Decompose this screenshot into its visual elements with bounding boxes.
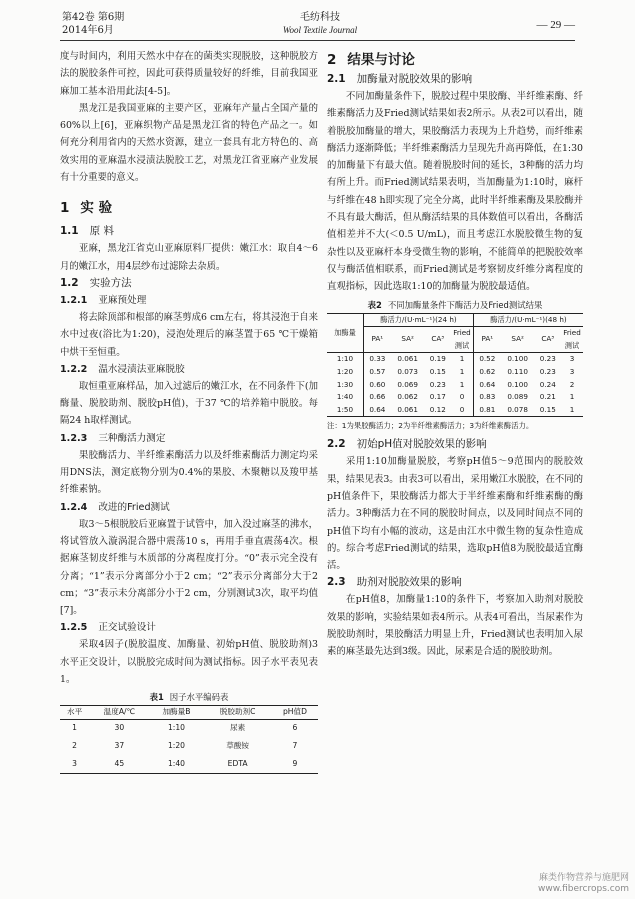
table-cell: 0.64 xyxy=(479,379,496,389)
table-row xyxy=(327,353,583,366)
section-title: 原 料 xyxy=(89,225,114,238)
table-cell: 0.33 xyxy=(369,354,386,364)
table-header-cell: CA³ xyxy=(425,327,451,353)
table-header-cell: 加酶量 xyxy=(327,313,364,353)
table-cell: 0.66 xyxy=(369,392,386,402)
table-cell: 2 xyxy=(72,741,77,751)
auxiliary-paragraph: 在pH值8，加酶量1:10的条件下，考察加入助剂对脱胶效果的影响，实验结果如表4所示。从表4可看出，当尿素作为脱胶助剂时，果胶酶活力明显上升，Fried测试也表明加入尿素的麻茎最先达到3级。因此，尿素是合适的脱胶助剂。 xyxy=(327,594,583,658)
table-cell: 7 xyxy=(292,741,298,751)
journal-name xyxy=(250,11,390,37)
table-cell: 0.62 xyxy=(479,366,496,376)
section-title: 改进的Fried测试 xyxy=(98,501,170,513)
section-title: 加酶量对脱胶效果的影响 xyxy=(356,73,473,85)
table-cell: 0.15 xyxy=(429,366,446,376)
table-cell: 1 xyxy=(451,366,474,379)
table-cell: 0 xyxy=(451,391,474,404)
table-cell: 0.061 xyxy=(391,404,425,417)
pretreatment-paragraph: 将去除顶部和根部的麻茎剪成6 cm左右，将其浸泡于自来水中过夜(浴比为1:20)，浸泡处理后的麻茎置于65 ℃干燥箱中烘干至恒重。 xyxy=(60,311,318,358)
section-title: 正交试验设计 xyxy=(98,622,156,634)
table-cell: 30 xyxy=(114,723,125,733)
table-label: 表2 xyxy=(367,299,382,310)
section-number: 1 xyxy=(60,200,70,217)
table-cell: 1 xyxy=(569,392,575,402)
table-cell: 45 xyxy=(114,758,125,768)
table-cell: 1:20 xyxy=(327,366,364,379)
table-row xyxy=(327,379,583,392)
table-cell: 3 xyxy=(569,354,575,364)
table-cell: 1:10 xyxy=(167,723,185,733)
section-title: 结果与讨论 xyxy=(347,52,415,68)
section-1-2-5-heading xyxy=(60,619,318,636)
table-cell: 1:20 xyxy=(167,741,185,751)
table-header-cell: pH值D xyxy=(282,707,307,717)
table-cell: 1 xyxy=(451,353,474,366)
table-cell: 2 xyxy=(569,379,575,389)
table-header-cell: PA¹ xyxy=(364,327,391,353)
table-title: 不同加酶量条件下酶活力及Fried测试结果 xyxy=(387,299,543,310)
table-1 xyxy=(60,705,318,774)
section-1-2-2-heading xyxy=(60,361,318,378)
section-title: 实验方法 xyxy=(89,276,132,289)
table-header-cell: 水平 xyxy=(66,707,83,717)
enzyme-dosage-paragraph: 不同加酶量条件下，脱胶过程中果胶酶、半纤维素酶、纤维素酶活力及Fried测试结果如表2所示。从表2可以看出，随着脱胶加酶量的增大，果胶酶活力表现为上升趋势，而纤维素酶活力逐渐降低；半纤维素酶活力呈现先升高再降低，在1:30的加酶量下有最大值。随着脱胶时间的延长，3种酶的活力均有所上升。而Fried测试结果表明，当加酶量为1:10时，麻杆与纤维在48 h即实现了完全分离，此时半纤维素酶及果胶酶并不具有最大酶活，但从酶活结果的具体数值可以看出，各酶活值相差并不大(＜0.5 U/mL)，而且考虑江水脱胶微生物的复杂性以及亚麻杆本身受微生物的影响，不能简单的把脱胶效率仅与酶活值相联系，而Fried测试是考察韧皮纤维分离程度的直观指标，因此选取1:10的加酶量为脱胶最适值。 xyxy=(327,91,583,293)
table-cell: 0.23 xyxy=(429,379,446,389)
orthogonal-design-paragraph: 采取4因子(脱胶温度、加酶量、初始pH值、脱胶助剂)3水平正交设计，以脱胶完成时间为测试指标。因子水平表见表1。 xyxy=(60,639,318,686)
watermark xyxy=(538,873,629,895)
section-number: 1.2.4 xyxy=(60,501,88,513)
table-cell: 0.15 xyxy=(535,404,561,417)
table-cell: 0.110 xyxy=(507,366,528,376)
section-2-3-heading xyxy=(327,574,583,591)
table-row xyxy=(60,737,318,755)
table-header-cell: CA³ xyxy=(535,327,561,353)
fried-test-paragraph: 取3～5根脱胶后亚麻置于试管中，加入没过麻茎的沸水，将试管放入漩涡混合器中震荡10 s，再用手垂直震荡4次。根据麻茎韧皮纤维与木质部的分离程度打分。“0”表示完全没有分离；“1”表示分离部分小于2 cm；“2”表示分离部分大于2 cm；“3”表示未分离部分小于2 cm，分别测试3次，取平均值[7]。 xyxy=(60,518,318,617)
table-cell: EDTA xyxy=(227,758,248,768)
journal-name-en: Wool Textile Journal xyxy=(282,25,358,35)
table-cell: 3 xyxy=(72,758,77,768)
table-header-cell: Fried测试 xyxy=(451,327,474,353)
watermark-url: www.fibercrops.com xyxy=(538,884,629,894)
table-cell: 0.24 xyxy=(539,379,556,389)
table-subheader-row xyxy=(327,327,583,353)
intro-paragraph-2: 黑龙江是我国亚麻的主要产区，亚麻年产量占全国产量的60%以上[6]，亚麻织物产品是黑龙江省的特色产品之一。如何充分利用省内的天然水资源，建立一套具有北方特色的、高效实用的亚麻温水浸渍法脱胶工艺，对黑龙江省亚麻产业发展有十分重要的意义。 xyxy=(60,102,318,184)
table-cell: 1:10 xyxy=(327,353,364,366)
table-label: 表1 xyxy=(149,692,164,703)
section-number: 1.2.2 xyxy=(60,363,88,375)
table-header-row xyxy=(60,706,318,720)
table-cell: 0.21 xyxy=(539,392,556,402)
table-header-cell: 加酶量B xyxy=(162,707,191,717)
table-cell: 1:40 xyxy=(327,391,364,404)
section-number: 1.1 xyxy=(60,225,79,238)
ph-paragraph: 采用1:10加酶量脱胶，考察pH值5～9范围内的脱胶效果，结果见表3。由表3可以看出，采用嫩江水脱胶，在不同的pH值条件下，果胶酶活力都大于半纤维素酶和纤维素酶的酶活力。3种酶活力在不同的脱胶时间点，以及同时间点不同的pH值下均有小幅的波动，这是由江水中微生物的复杂性造成的。综合考虑Fried测试的结果，选取pH值8为脱胶最适宜酶活。 xyxy=(327,456,583,572)
table-row xyxy=(60,755,318,773)
watermark-text: 麻类作物营养与施肥网 xyxy=(538,873,629,883)
degumming-paragraph: 取恒重亚麻样品，加入过滤后的嫩江水，在不同条件下(加酶量、脱胶助剂、脱胶pH值)，于37 ℃的培养箱中脱胶。每隔24 h取样测试。 xyxy=(60,380,318,427)
issue-date: 2014年6月 xyxy=(62,25,114,36)
table-row xyxy=(327,366,583,379)
table-2 xyxy=(327,313,583,418)
header-rule xyxy=(60,40,575,41)
table-row xyxy=(60,719,318,737)
journal-name-cn: 毛纺科技 xyxy=(300,12,340,23)
table-header-group: 酶活力/(U·mL⁻¹)(24 h) xyxy=(364,313,474,327)
section-number: 2 xyxy=(327,52,337,68)
table-cell: 0.81 xyxy=(473,404,500,417)
section-number: 1.2.5 xyxy=(60,622,88,634)
page-number: — 29 — xyxy=(536,19,575,31)
table-header-cell: SA² xyxy=(501,327,535,353)
table-cell: 1 xyxy=(451,379,474,392)
table-cell: 0.19 xyxy=(429,354,446,364)
table-header-cell: SA² xyxy=(391,327,425,353)
table-header-cell: 温度A/℃ xyxy=(103,707,136,717)
materials-paragraph: 亚麻，黑龙江省克山亚麻原料厂提供：嫩江水：取自4～6月的嫩江水，用4层纱布过滤除去杂质。 xyxy=(60,243,318,272)
table-cell: 草酸铵 xyxy=(226,741,250,751)
table-cell: 0.83 xyxy=(479,392,496,402)
table-cell: 0.23 xyxy=(539,354,556,364)
section-2-heading xyxy=(327,50,583,71)
table-cell: 3 xyxy=(569,366,575,376)
section-number: 1.2.3 xyxy=(60,432,88,444)
section-1-1-heading xyxy=(60,223,318,240)
section-1-heading xyxy=(60,198,318,219)
table-cell: 1 xyxy=(72,723,77,733)
table-1-caption xyxy=(60,690,318,705)
section-title: 实 验 xyxy=(80,200,113,217)
table-cell: 0.52 xyxy=(479,354,496,364)
table-cell: 0.089 xyxy=(507,392,528,402)
left-column xyxy=(60,48,318,774)
table-cell: 0.60 xyxy=(369,379,386,389)
table-cell: 1:30 xyxy=(327,379,364,392)
section-2-2-heading xyxy=(327,436,583,453)
section-title: 亚麻预处理 xyxy=(98,294,147,306)
table-cell: 0.12 xyxy=(425,404,451,417)
table-cell: 0.073 xyxy=(397,366,418,376)
section-title: 初始pH值对脱胶效果的影响 xyxy=(356,438,487,451)
section-title: 助剂对脱胶效果的影响 xyxy=(356,576,462,589)
table-cell: 0.17 xyxy=(429,392,446,402)
table-row xyxy=(327,391,583,404)
table-header-cell: 脱胶助剂C xyxy=(219,707,256,717)
table-2-body xyxy=(327,353,583,417)
table-cell: 1 xyxy=(561,404,583,417)
section-1-2-heading xyxy=(60,275,318,292)
table-cell: 0.64 xyxy=(364,404,391,417)
table-cell: 37 xyxy=(114,741,125,751)
section-2-1-heading xyxy=(327,71,583,88)
table-2-caption xyxy=(327,298,583,313)
section-title: 三种酶活力测定 xyxy=(98,432,166,444)
table-cell: 0.062 xyxy=(397,392,418,402)
section-number: 2.3 xyxy=(327,576,346,589)
table-cell: 9 xyxy=(292,758,298,768)
table-cell: 0.100 xyxy=(507,354,528,364)
section-1-2-3-heading xyxy=(60,430,318,447)
table-cell: 尿素 xyxy=(230,723,246,733)
table-cell: 0.078 xyxy=(501,404,535,417)
table-header-group: 酶活力/(U·mL⁻¹)(48 h) xyxy=(473,313,583,327)
table-cell: 0.23 xyxy=(539,366,556,376)
section-number: 2.2 xyxy=(327,438,346,451)
table-cell: 0 xyxy=(451,404,474,417)
section-title: 温水浸渍法亚麻脱胶 xyxy=(98,363,185,375)
table-header-cell: Fried测试 xyxy=(561,327,583,353)
section-number: 2.1 xyxy=(327,73,346,85)
section-number: 1.2 xyxy=(60,276,79,289)
table-header-row xyxy=(327,313,583,327)
section-1-2-4-heading xyxy=(60,499,318,516)
table-cell: 0.069 xyxy=(397,379,418,389)
table-cell: 1:50 xyxy=(327,404,364,417)
enzyme-assay-paragraph: 果胶酶活力、半纤维素酶活力以及纤维素酶活力测定均采用DNS法，测定底物分别为0.4%的果胶、木聚糖以及羧甲基纤维素钠。 xyxy=(60,449,318,496)
table-cell: 0.100 xyxy=(507,379,528,389)
table-cell: 0.061 xyxy=(397,354,418,364)
intro-paragraph-1: 度与时间内，利用天然水中存在的菌类实现脱胶，这种脱胶方法的脱胶条件可控，因此可获得质量较好的纤维，目前我国亚麻加工基本沿用此法[4-5]。 xyxy=(60,51,318,97)
table-title: 因子水平编码表 xyxy=(169,692,229,703)
table-cell: 0.57 xyxy=(369,366,386,376)
right-column xyxy=(327,48,583,661)
table-cell: 6 xyxy=(292,723,298,733)
section-number: 1.2.1 xyxy=(60,294,88,306)
volume-issue: 第42卷 第6期 xyxy=(62,12,125,23)
table-header-cell: PA¹ xyxy=(473,327,500,353)
table-2-note: 注：1为果胶酶活力；2为半纤维素酶活力；3为纤维素酶活力。 xyxy=(327,421,534,431)
section-1-2-1-heading xyxy=(60,292,318,309)
table-row xyxy=(327,404,583,417)
table-cell: 1:40 xyxy=(167,758,185,768)
issue-info xyxy=(62,11,124,37)
